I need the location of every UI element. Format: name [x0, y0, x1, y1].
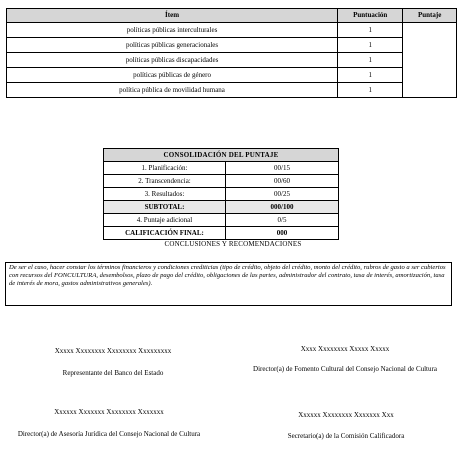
row-score: 1: [338, 83, 403, 98]
consolidation-title: CONSOLIDACIÓN DEL PUNTAJE: [104, 149, 339, 162]
consolidation-row: [104, 162, 339, 175]
signature-block: [8, 408, 210, 438]
consolidation-row: [104, 175, 339, 188]
header-score: Puntuación: [338, 9, 403, 23]
signature-block: [18, 347, 208, 377]
signature-block: [248, 411, 444, 440]
row-score: 1: [338, 53, 403, 68]
table-row: [7, 23, 457, 38]
header-item: Ítem: [7, 9, 338, 23]
consolidation-final-row: [104, 227, 339, 240]
row-item: políticas públicas discapacidades: [7, 53, 338, 68]
signature-name: Xxxx Xxxxxxxx Xxxxx Xxxxx: [300, 345, 390, 353]
row-score: 1: [338, 38, 403, 53]
header-points: Puntaje: [403, 9, 457, 23]
consolidation-label: 3. Resultados:: [104, 188, 226, 201]
row-item: políticas públicas generacionales: [7, 38, 338, 53]
consolidation-subtotal-row: [104, 201, 339, 214]
consolidation-label: 2. Transcendencia:: [104, 175, 226, 188]
row-score: 1: [338, 68, 403, 83]
table-row: [7, 83, 457, 98]
signature-role: Representante del Banco del Estado: [62, 369, 164, 378]
final-value: 000: [226, 227, 339, 240]
consolidation-header-row: [104, 149, 339, 162]
row-score: 1: [338, 23, 403, 38]
consolidation-value: 00/25: [226, 188, 339, 201]
table-row: [7, 68, 457, 83]
signature-name: Xxxxxx Xxxxxxx Xxxxxxxx Xxxxxxx: [54, 408, 164, 416]
row-item: políticas públicas de género: [7, 68, 338, 83]
conclusions-title: CONCLUSIONES Y RECOMENDACIONES: [164, 240, 302, 248]
signature-name: Xxxxxx Xxxxxxxx Xxxxxxx Xxx: [298, 411, 394, 419]
row-item: políticas públicas interculturales: [7, 23, 338, 38]
signature-name: Xxxxx Xxxxxxxx Xxxxxxxx Xxxxxxxxx: [54, 347, 172, 355]
consolidation-row: [104, 214, 339, 227]
evaluation-table: [6, 8, 457, 98]
subtotal-value: 000/100: [226, 201, 339, 214]
signature-role: Secretario(a) de la Comisión Calificadora: [287, 432, 405, 441]
signature-block: [236, 345, 454, 373]
consolidation-label: 1. Planificación:: [104, 162, 226, 175]
consolidation-table: [103, 148, 339, 240]
additional-value: 0/5: [226, 214, 339, 227]
table-row: [7, 38, 457, 53]
final-label: CALIFICACIÓN FINAL:: [104, 227, 226, 240]
table-header-row: [7, 9, 457, 23]
points-cell: [403, 23, 457, 98]
additional-label: 4. Puntaje adicional: [104, 214, 226, 227]
consolidation-row: [104, 188, 339, 201]
signature-role: Director(a) de Asesoría Jurídica del Consejo Nacional de Cultura: [17, 430, 201, 439]
row-item: política pública de movilidad humana: [7, 83, 338, 98]
consolidation-value: 00/15: [226, 162, 339, 175]
consolidation-value: 00/60: [226, 175, 339, 188]
signature-role: Director(a) de Fomento Cultural del Consejo Nacional de Cultura: [253, 365, 437, 374]
conclusions-text: De ser el caso, hacer constar los términos financieros y condiciones crediticias (tipo de crédito, objeto del crédito, monto del crédito, rubros de gasto a ser cubiertos con recursos del FONCULTURA, desembolsos, plazo de pago del crédito, obligaciones de las partes, administrador del contrato, tasa de interés, amortización, tasa de interés de mora, gastos administrativos generales).: [5, 262, 452, 306]
table-row: [7, 53, 457, 68]
subtotal-label: SUBTOTAL:: [104, 201, 226, 214]
